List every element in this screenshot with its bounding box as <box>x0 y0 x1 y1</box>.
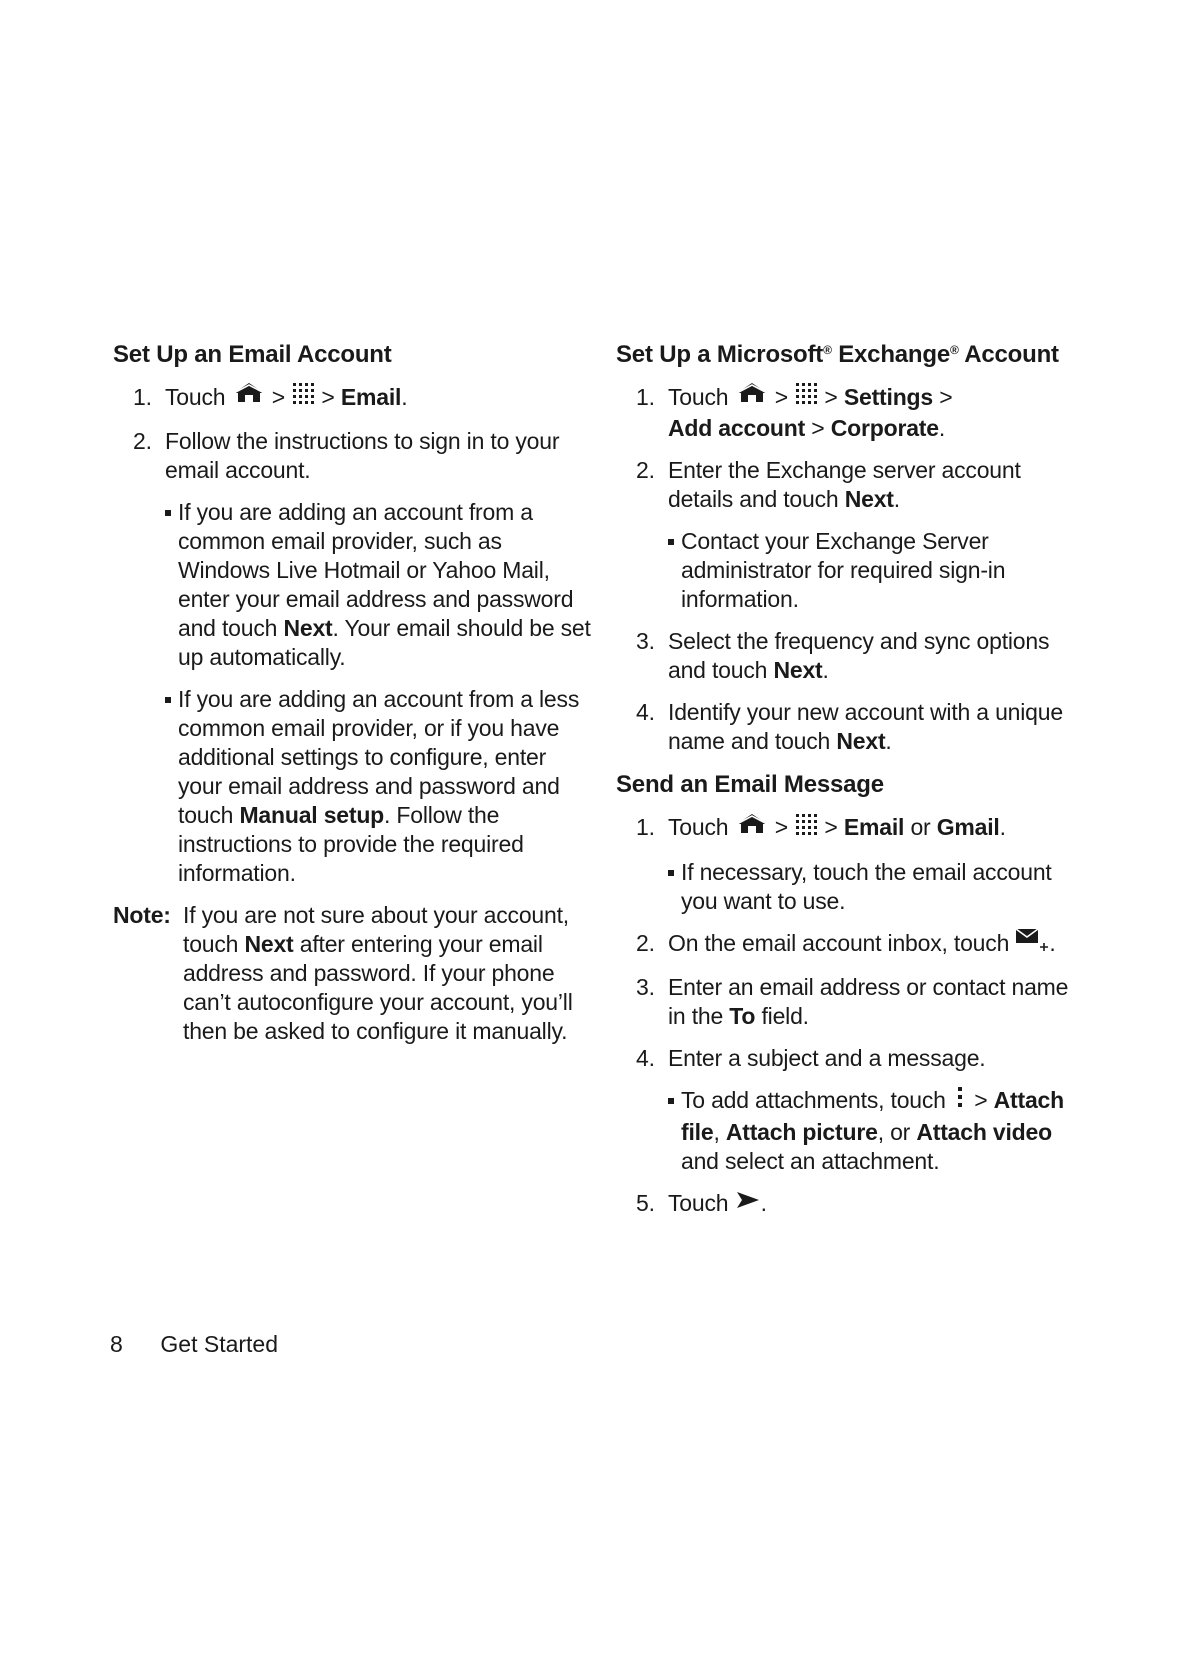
note-label: Note: <box>113 902 171 929</box>
step-1: 1. Touch > > Email. <box>113 383 593 414</box>
send-step-3: 3. Enter an email address or contact name in the To field. <box>636 974 1069 1030</box>
step-number: 3. <box>636 974 655 1001</box>
step-number: 2. <box>133 428 152 455</box>
compose-email-icon <box>1015 927 1049 958</box>
exchange-step-4: 4. Identify your new account with a unique name and touch Next. <box>636 699 1063 755</box>
section-heading-email-account: Set Up an Email Account <box>113 341 392 368</box>
step-number: 2. <box>636 457 655 484</box>
section-name: Get Started <box>160 1331 279 1357</box>
step-number: 3. <box>636 628 655 655</box>
step-2: 2. Follow the instructions to sign in to your email account. <box>133 428 560 484</box>
section-heading-exchange-account: Set Up a Microsoft® Exchange® Account <box>616 341 1059 368</box>
exchange-step-2: 2. Enter the Exchange server account details and touch Next. <box>636 457 1021 513</box>
bullet-choose-account: If necessary, touch the email account you want to use. <box>616 858 1086 916</box>
exchange-step-3: 3. Select the frequency and sync options and touch Next. <box>636 628 1050 684</box>
bullet-mark <box>165 697 171 703</box>
bullet-mark <box>165 510 171 516</box>
menu-dots-icon <box>952 1085 968 1116</box>
note-block: Note: If you are not sure about your account, touch Next after entering your email address and password. If your phone can’t autoconfigure your account, you’ll then be asked to configure it manually. <box>113 902 573 1045</box>
bullet-common-provider: If you are adding an account from a common email provider, such as Windows Live Hotmail or Yahoo Mail, enter your email address and password and touch Next. Your email should be set up automatically. <box>113 498 593 672</box>
step-number: 4. <box>636 699 655 726</box>
send-step-4: 4. Enter a subject and a message. <box>636 1045 986 1072</box>
send-icon <box>735 1188 761 1217</box>
bullet-mark <box>668 539 674 545</box>
apps-grid-icon <box>291 381 315 412</box>
step-number: 5. <box>636 1189 655 1216</box>
bullet-less-common-provider: If you are adding an account from a less common email provider, or if you have additional settings to configure, enter your email address and password and touch Manual setup. Follow the instructions to provide the required information. <box>113 685 593 888</box>
bullet-mark <box>668 1098 674 1104</box>
bullet-mark <box>668 870 674 876</box>
bullet-attachments: To add attachments, touch > Attach file, Attach picture, or Attach video and select an attachment. <box>616 1086 1086 1175</box>
section-heading-send-email: Send an Email Message <box>616 771 884 799</box>
home-icon <box>735 813 769 842</box>
exchange-step-1: 1. Touch > > Settings > Add account > Corporate. <box>616 383 1086 443</box>
home-icon <box>232 382 266 411</box>
apps-grid-icon <box>794 812 818 843</box>
send-step-2: 2. On the email account inbox, touch . <box>616 929 1086 960</box>
step-number: 4. <box>636 1045 655 1072</box>
step-number: 1. <box>636 384 655 410</box>
send-step-1: 1. Touch > > Email or Gmail. <box>616 813 1086 844</box>
page-footer <box>110 1330 278 1359</box>
step-number: 1. <box>133 384 152 410</box>
bullet-contact-admin: Contact your Exchange Server administrator for required sign-in information. <box>616 527 1086 614</box>
send-step-5: 5. Touch . <box>636 1189 767 1216</box>
page-number: 8 <box>110 1331 123 1357</box>
apps-grid-icon <box>794 381 818 412</box>
step-number: 2. <box>636 929 655 956</box>
home-icon <box>735 382 769 411</box>
right-column <box>616 340 1086 1232</box>
left-column <box>113 340 593 1046</box>
step-number: 1. <box>636 814 655 841</box>
